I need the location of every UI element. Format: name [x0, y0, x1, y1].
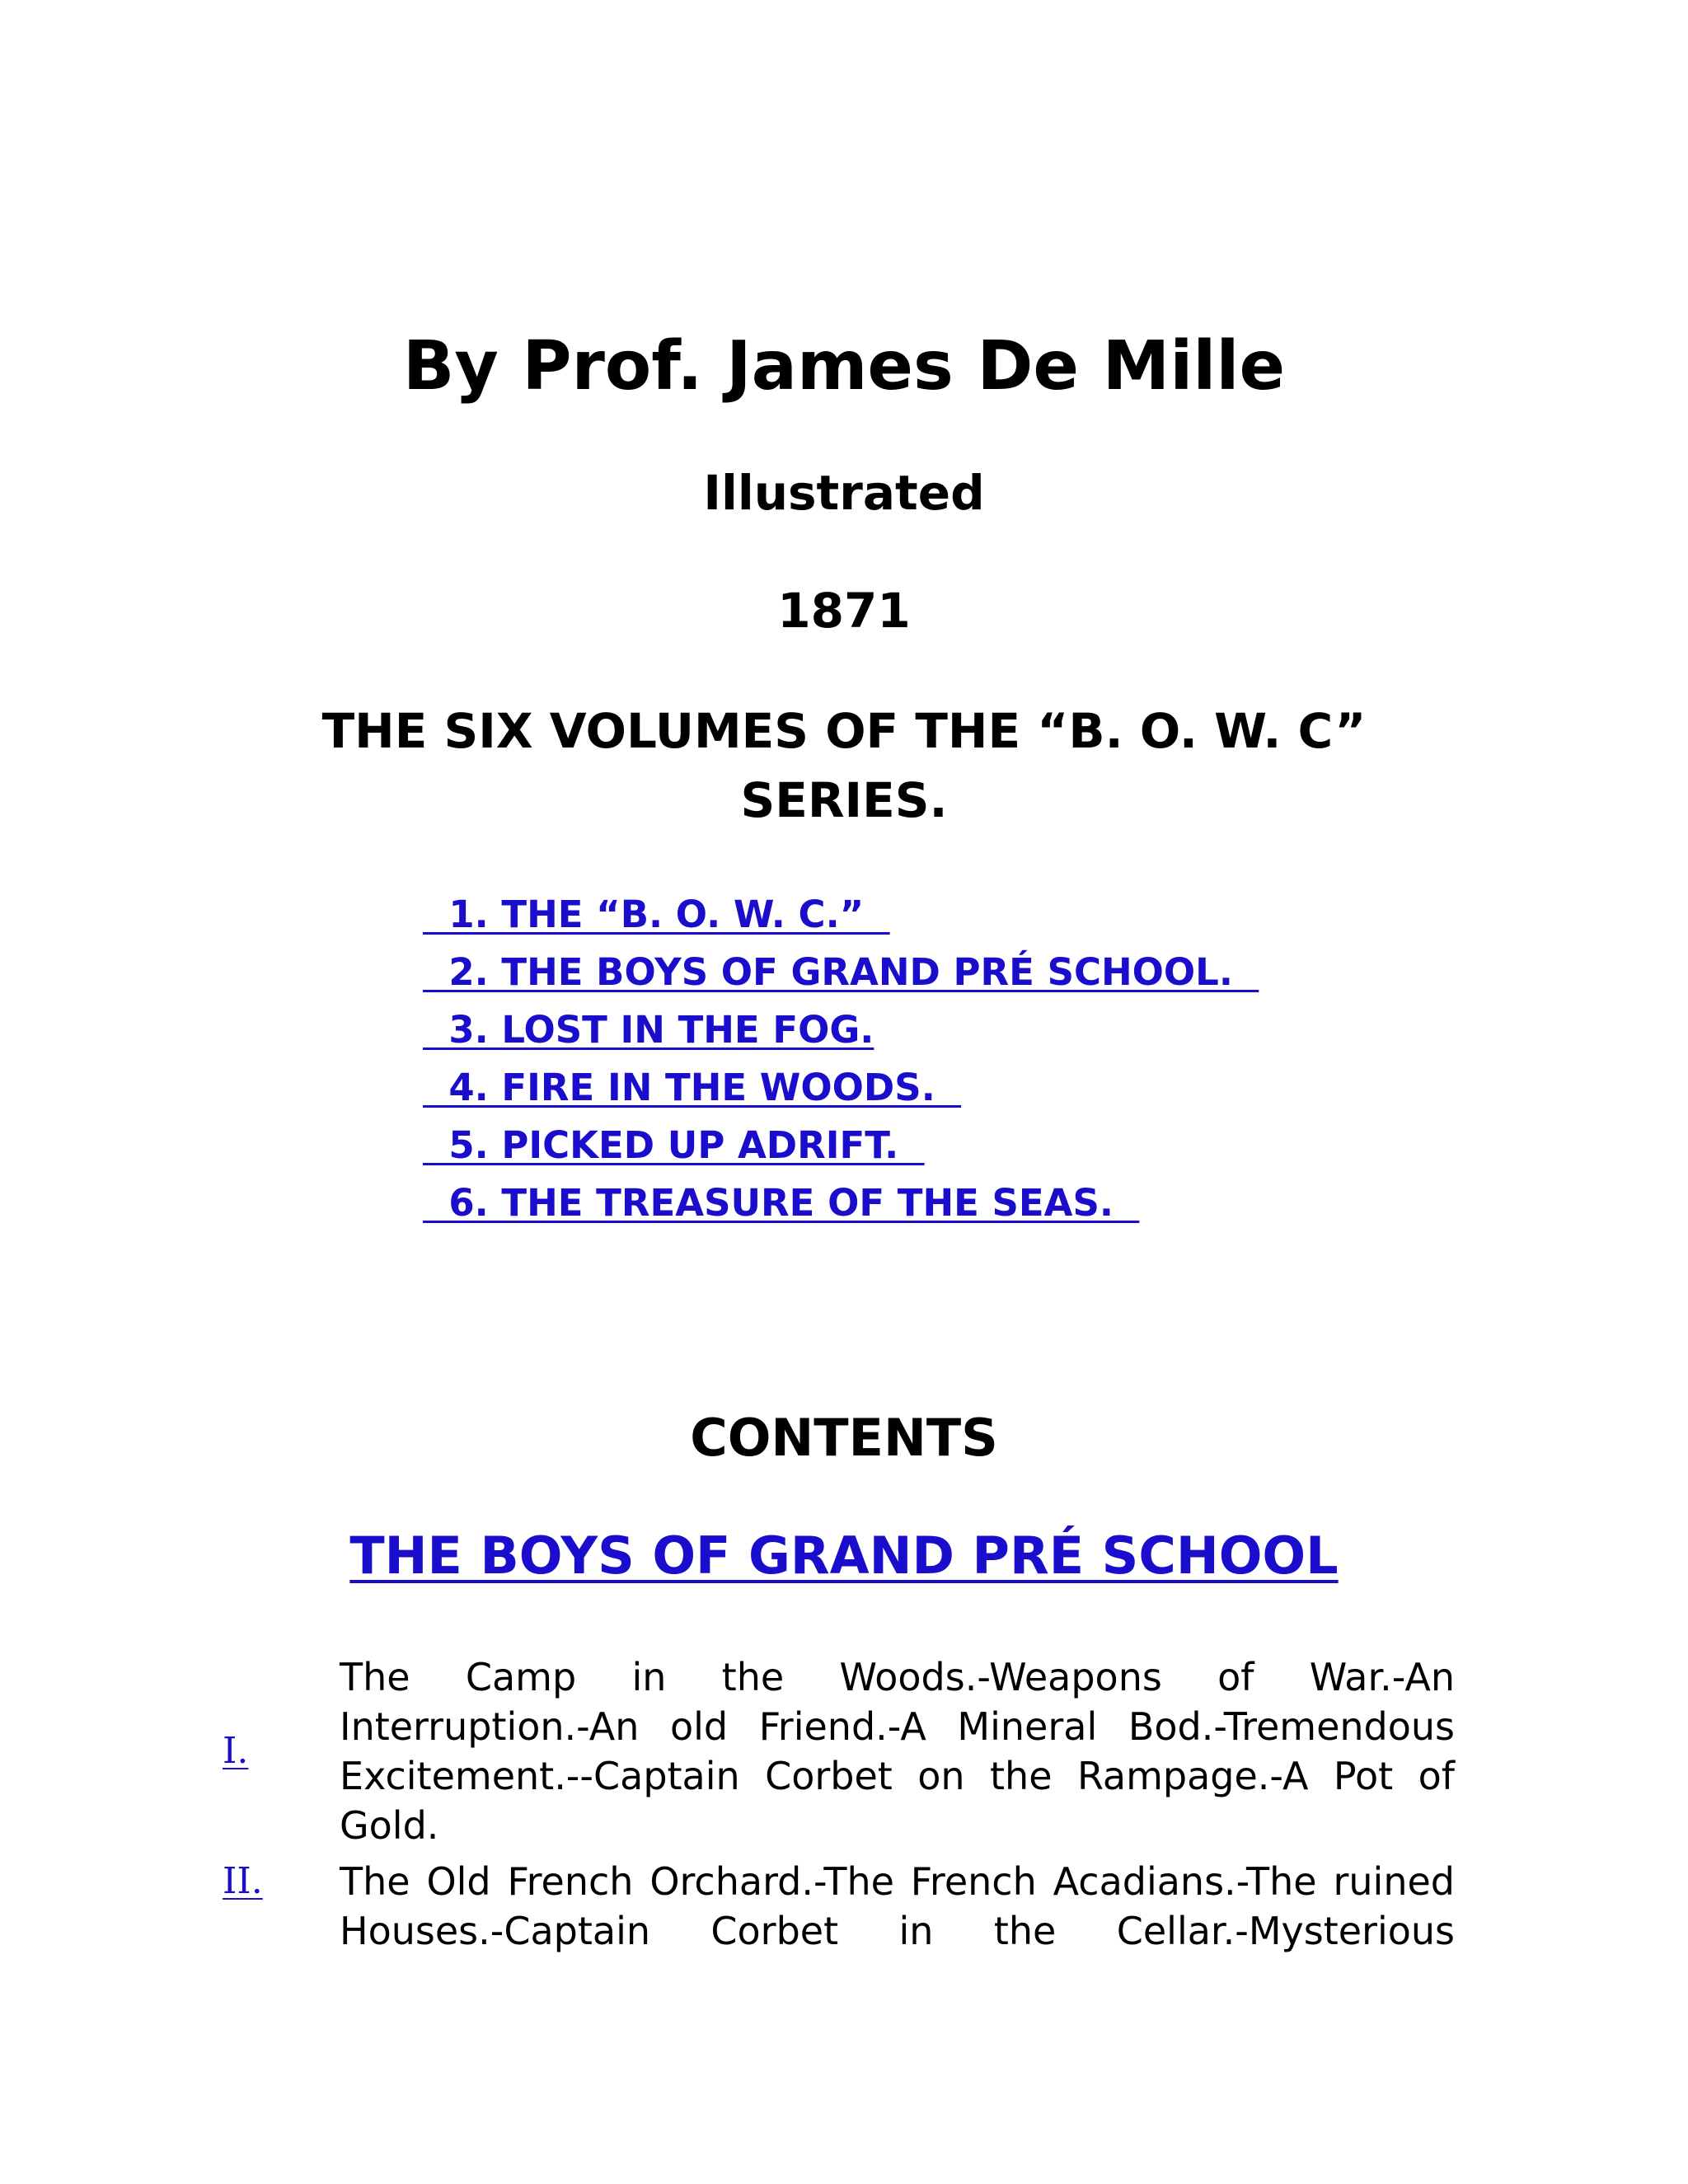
chapter-table	[223, 1652, 1455, 1962]
volume-link-4[interactable]: 4. FIRE IN THE WOODS.	[423, 1066, 962, 1109]
volume-item	[423, 944, 1259, 1001]
contents-heading: CONTENTS	[690, 1408, 998, 1468]
chapter-row	[223, 1652, 1455, 1850]
chapter-link-1[interactable]: I.	[223, 1730, 249, 1772]
chapter-summary: The Camp in the Woods.-Weapons of War.-An Interruption.-An old Friend.-A Mineral Bod.-Tremendous Excitement.--Captain Corbet on the Rampage.-A Pot of Gold.	[340, 1655, 1455, 1848]
volume-link-3[interactable]: 3. LOST IN THE FOG.	[423, 1008, 874, 1052]
chapter-link-2[interactable]: II.	[223, 1860, 263, 1902]
chapter-row	[223, 1857, 1455, 1956]
volume-item	[423, 886, 1259, 944]
publication-year: 1871	[777, 583, 911, 639]
volume-item	[423, 1174, 1259, 1232]
book-title-link[interactable]: THE BOYS OF GRAND PRÉ SCHOOL	[349, 1526, 1339, 1586]
chapter-summary: The Old French Orchard.-The French Acadians.-The ruined Houses.-Captain Corbet in the Cellar.-Mysterious	[340, 1859, 1455, 1953]
book-heading	[0, 1523, 1688, 1589]
illustrated-label: Illustrated	[703, 465, 985, 521]
series-title	[0, 696, 1688, 835]
volume-link-1[interactable]: 1. THE “B. O. W. C.”	[423, 893, 890, 936]
chapter-number-cell	[223, 1857, 340, 1906]
series-title-text: THE SIX VOLUMES OF THE “B. O. W. C” SERIES.	[321, 703, 1367, 828]
volume-list	[423, 886, 1259, 1232]
volume-item	[423, 1059, 1259, 1117]
chapter-number-cell	[223, 1727, 340, 1776]
volume-item	[423, 1001, 1259, 1059]
volume-link-2[interactable]: 2. THE BOYS OF GRAND PRÉ SCHOOL.	[423, 950, 1259, 994]
author-line: By Prof. James De Mille	[402, 327, 1286, 405]
volume-item	[423, 1117, 1259, 1174]
volume-link-5[interactable]: 5. PICKED UP ADRIFT.	[423, 1123, 925, 1167]
volume-link-6[interactable]: 6. THE TREASURE OF THE SEAS.	[423, 1181, 1140, 1225]
